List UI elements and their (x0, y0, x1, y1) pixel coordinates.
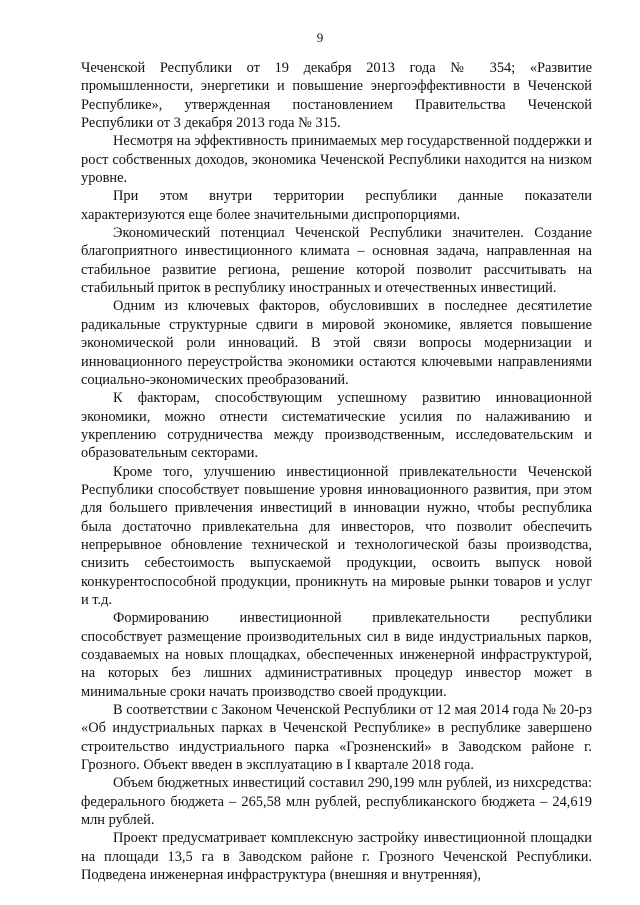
paragraph-innovation-factors: К факторам, способствующим успешному развитию инновационной экономики, можно отнести систематические усилия по налаживанию и укреплению сотрудничества между производственным, исследовательским и образовательным секторами. (81, 390, 592, 462)
page-number: 9 (316, 30, 324, 45)
paragraph-industrial-parks: Формированию инвестиционной привлекательности республики способствует размещение производительных сил в виде индустриальных парков, создаваемых на новых площадках, обеспеченных инженерной инфраструктурой, на которых без лишних административных процедур инвестор может в минимальные сроки начать производство своей продукции. (81, 610, 592, 700)
paragraph-economy-low-level: Несмотря на эффективность принимаемых мер государственной поддержки и рост собственных доходов, экономика Чеченской Республики находится на низком уровне. (81, 133, 592, 187)
paragraph-law-grozny-park: В соответствии с Законом Чеченской Республики от 12 мая 2014 года № 20-рз «Об индустриальных парках в Чеченской Республике» в республике завершено строительство индустриального парка «Грозненский» в Заводском районе г. Грозного. Объект введен в эксплуатацию в I квартале 2018 года. (81, 702, 592, 774)
paragraph-project-description: Проект предусматривает комплексную застройку инвестиционной площадки на площади 13,5 га в Заводском районе г. Грозного Чеченской Республики. Подведена инженерная инфраструктура (внешняя и внутренняя), (81, 830, 592, 884)
paragraph-budget-investments: Объем бюджетных инвестиций составил 290,199 млн рублей, из нихсредства: федерального бюджета – 265,58 млн рублей, республиканского бюджета – 24,619 млн рублей. (81, 775, 592, 829)
paragraph-innovation-role: Одним из ключевых факторов, обусловивших в последнее десятилетие радикальные структурные сдвиги в мировой экономике, является повышение экономической роли инноваций. В этой связи вопросы модернизации и инновационного переустройства экономики остаются ключевыми направлениями социально-экономических преобразований. (81, 298, 592, 388)
paragraph-disproportions: При этом внутри территории республики данные показатели характеризуются еще более значительными диспропорциями. (81, 188, 592, 223)
paragraph-investment-attractiveness: Кроме того, улучшению инвестиционной привлекательности Чеченской Республики способствует повышение уровня инновационного развития, при этом для большего привлечения инвестиций в инновации нужно, чтобы республика была достаточно привлекательна для инвесторов, что позволит обеспечить непрерывное обновление технической и технологической базы производства, снизить себестоимость выпускаемой продукции, освоить выпуск новой конкурентоспособной продукции, проникнуть на мировые рынки товаров и услуг и т.д. (81, 463, 592, 608)
paragraph-economic-potential: Экономический потенциал Чеченской Республики значителен. Создание благоприятного инвестиционного климата – основная задача, направленная на стабильное развитие региона, решение которой позволит рассчитывать на стабильный приток в республику иностранных и отечественных инвестиций. (81, 225, 592, 297)
paragraph-continuation: Чеченской Республики от 19 декабря 2013 года № 354; «Развитие промышленности, энергетики и повышение энергоэффективности в Чеченской Республике», утвержденная постановлением Правительства Чеченской Республики от 3 декабря 2013 года № 315. (81, 60, 592, 132)
document-body (81, 59, 592, 884)
